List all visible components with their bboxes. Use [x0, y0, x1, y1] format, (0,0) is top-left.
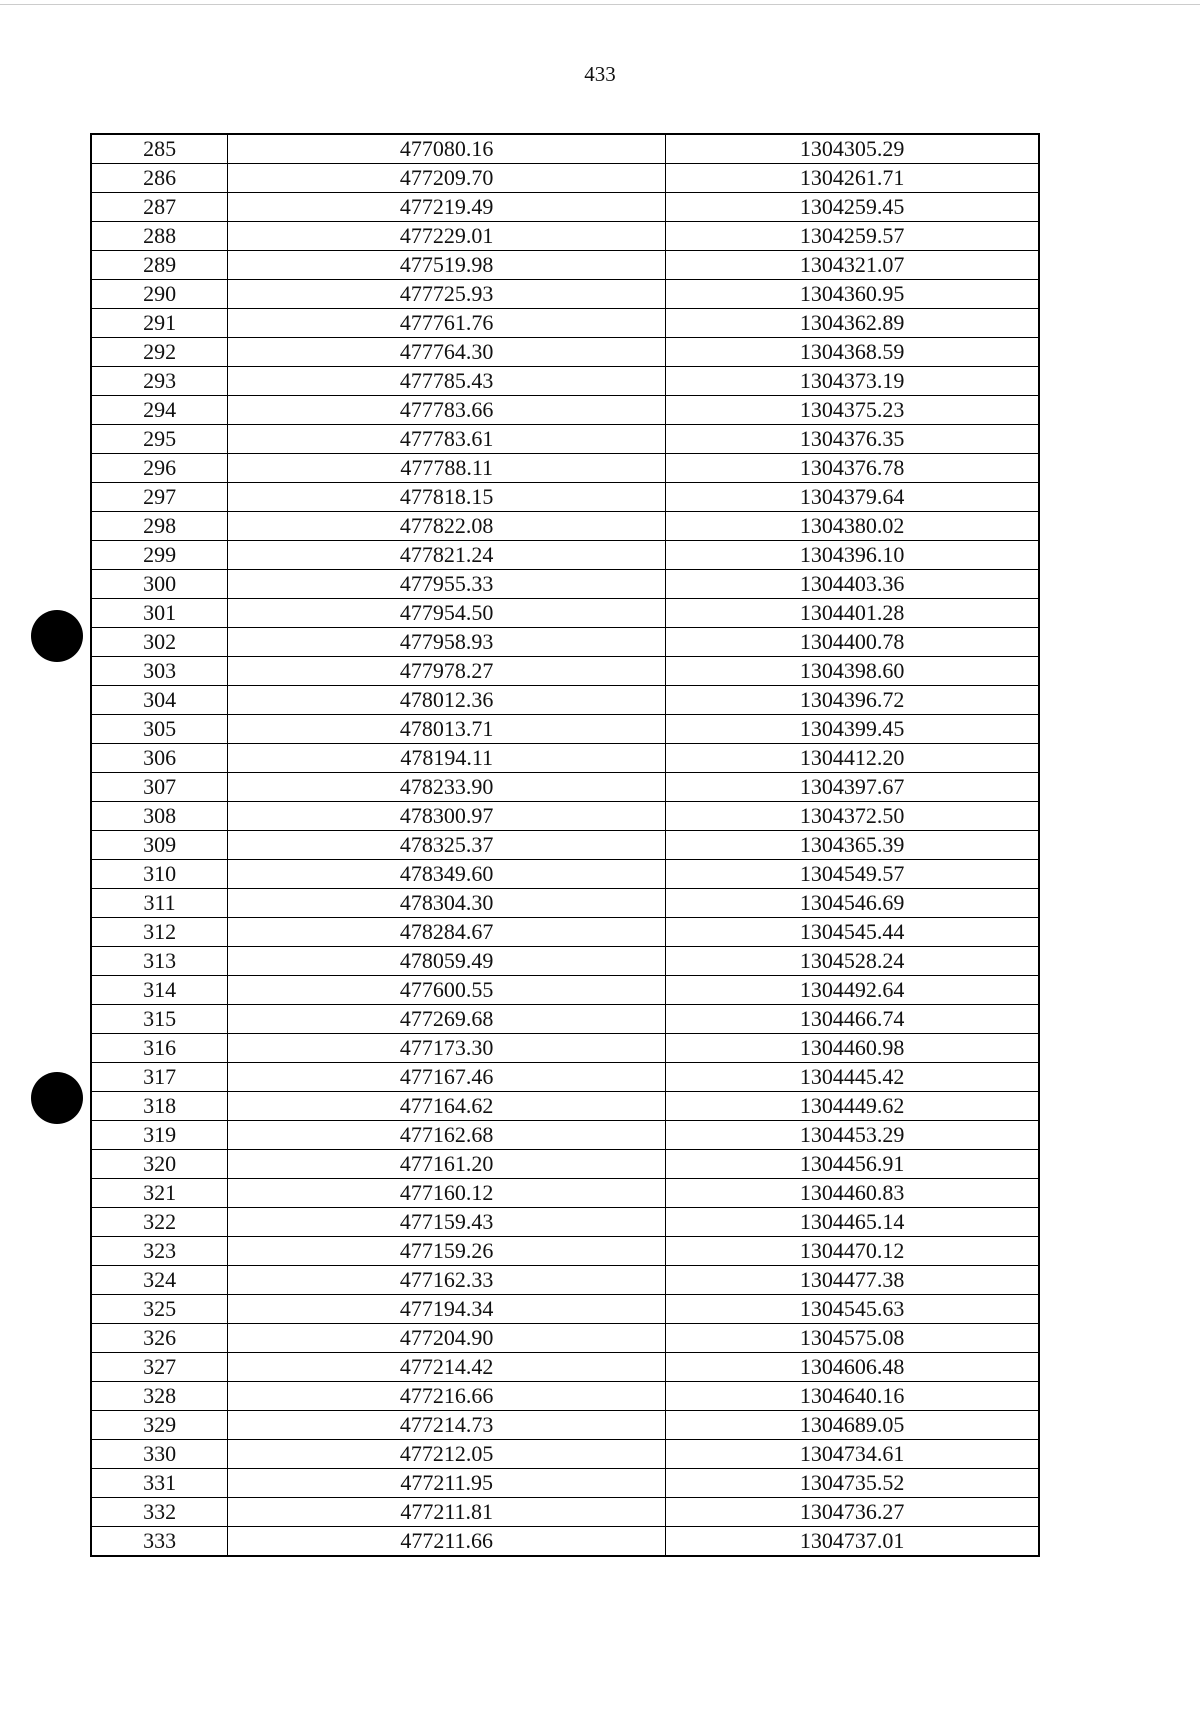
point-id-cell: 287	[91, 193, 228, 222]
point-id-cell: 323	[91, 1237, 228, 1266]
y-coordinate-cell: 1304737.01	[666, 1527, 1039, 1557]
y-coordinate-cell: 1304372.50	[666, 802, 1039, 831]
y-coordinate-cell: 1304399.45	[666, 715, 1039, 744]
point-id-cell: 326	[91, 1324, 228, 1353]
point-id-cell: 319	[91, 1121, 228, 1150]
x-coordinate-cell: 477822.08	[228, 512, 666, 541]
y-coordinate-cell: 1304575.08	[666, 1324, 1039, 1353]
point-id-cell: 290	[91, 280, 228, 309]
x-coordinate-cell: 477194.34	[228, 1295, 666, 1324]
point-id-cell: 329	[91, 1411, 228, 1440]
table-row	[91, 947, 1039, 976]
x-coordinate-cell: 478013.71	[228, 715, 666, 744]
point-id-cell: 328	[91, 1382, 228, 1411]
x-coordinate-cell: 477214.42	[228, 1353, 666, 1382]
point-id-cell: 314	[91, 976, 228, 1005]
point-id-cell: 322	[91, 1208, 228, 1237]
point-id-cell: 327	[91, 1353, 228, 1382]
point-id-cell: 299	[91, 541, 228, 570]
table-row	[91, 164, 1039, 193]
table-row	[91, 715, 1039, 744]
x-coordinate-cell: 477761.76	[228, 309, 666, 338]
x-coordinate-cell: 477159.43	[228, 1208, 666, 1237]
table-row	[91, 367, 1039, 396]
x-coordinate-cell: 478059.49	[228, 947, 666, 976]
y-coordinate-cell: 1304396.72	[666, 686, 1039, 715]
y-coordinate-cell: 1304460.98	[666, 1034, 1039, 1063]
top-scan-edge	[0, 4, 1200, 5]
y-coordinate-cell: 1304398.60	[666, 657, 1039, 686]
y-coordinate-cell: 1304365.39	[666, 831, 1039, 860]
page-number: 433	[584, 62, 616, 86]
coordinates-table-body	[91, 134, 1039, 1556]
table-row	[91, 541, 1039, 570]
x-coordinate-cell: 477161.20	[228, 1150, 666, 1179]
x-coordinate-cell: 478325.37	[228, 831, 666, 860]
y-coordinate-cell: 1304360.95	[666, 280, 1039, 309]
table-row	[91, 1469, 1039, 1498]
table-row	[91, 1353, 1039, 1382]
point-id-cell: 305	[91, 715, 228, 744]
y-coordinate-cell: 1304259.45	[666, 193, 1039, 222]
point-id-cell: 306	[91, 744, 228, 773]
x-coordinate-cell: 477818.15	[228, 483, 666, 512]
table-row	[91, 396, 1039, 425]
table-row	[91, 1121, 1039, 1150]
y-coordinate-cell: 1304453.29	[666, 1121, 1039, 1150]
x-coordinate-cell: 478284.67	[228, 918, 666, 947]
point-id-cell: 294	[91, 396, 228, 425]
point-id-cell: 320	[91, 1150, 228, 1179]
table-row	[91, 1527, 1039, 1557]
table-row	[91, 425, 1039, 454]
y-coordinate-cell: 1304456.91	[666, 1150, 1039, 1179]
point-id-cell: 301	[91, 599, 228, 628]
x-coordinate-cell: 477229.01	[228, 222, 666, 251]
y-coordinate-cell: 1304735.52	[666, 1469, 1039, 1498]
point-id-cell: 333	[91, 1527, 228, 1557]
table-row	[91, 773, 1039, 802]
point-id-cell: 316	[91, 1034, 228, 1063]
point-id-cell: 331	[91, 1469, 228, 1498]
x-coordinate-cell: 477159.26	[228, 1237, 666, 1266]
table-row	[91, 1092, 1039, 1121]
x-coordinate-cell: 478349.60	[228, 860, 666, 889]
y-coordinate-cell: 1304259.57	[666, 222, 1039, 251]
table-row	[91, 1034, 1039, 1063]
y-coordinate-cell: 1304528.24	[666, 947, 1039, 976]
point-id-cell: 307	[91, 773, 228, 802]
punch-hole	[31, 610, 83, 662]
y-coordinate-cell: 1304397.67	[666, 773, 1039, 802]
table-row	[91, 831, 1039, 860]
y-coordinate-cell: 1304606.48	[666, 1353, 1039, 1382]
point-id-cell: 291	[91, 309, 228, 338]
y-coordinate-cell: 1304379.64	[666, 483, 1039, 512]
table-row	[91, 1208, 1039, 1237]
y-coordinate-cell: 1304736.27	[666, 1498, 1039, 1527]
y-coordinate-cell: 1304492.64	[666, 976, 1039, 1005]
x-coordinate-cell: 477785.43	[228, 367, 666, 396]
point-id-cell: 296	[91, 454, 228, 483]
x-coordinate-cell: 477269.68	[228, 1005, 666, 1034]
x-coordinate-cell: 477764.30	[228, 338, 666, 367]
x-coordinate-cell: 478194.11	[228, 744, 666, 773]
x-coordinate-cell: 477211.95	[228, 1469, 666, 1498]
table-row	[91, 1295, 1039, 1324]
table-row	[91, 338, 1039, 367]
point-id-cell: 315	[91, 1005, 228, 1034]
point-id-cell: 317	[91, 1063, 228, 1092]
point-id-cell: 288	[91, 222, 228, 251]
x-coordinate-cell: 477162.68	[228, 1121, 666, 1150]
point-id-cell: 309	[91, 831, 228, 860]
y-coordinate-cell: 1304549.57	[666, 860, 1039, 889]
table-row	[91, 599, 1039, 628]
x-coordinate-cell: 477212.05	[228, 1440, 666, 1469]
point-id-cell: 286	[91, 164, 228, 193]
table-row	[91, 193, 1039, 222]
point-id-cell: 321	[91, 1179, 228, 1208]
table-row	[91, 657, 1039, 686]
y-coordinate-cell: 1304546.69	[666, 889, 1039, 918]
y-coordinate-cell: 1304401.28	[666, 599, 1039, 628]
y-coordinate-cell: 1304445.42	[666, 1063, 1039, 1092]
point-id-cell: 311	[91, 889, 228, 918]
y-coordinate-cell: 1304545.63	[666, 1295, 1039, 1324]
table-row	[91, 1063, 1039, 1092]
y-coordinate-cell: 1304376.78	[666, 454, 1039, 483]
x-coordinate-cell: 477080.16	[228, 134, 666, 164]
table-row	[91, 744, 1039, 773]
x-coordinate-cell: 477978.27	[228, 657, 666, 686]
x-coordinate-cell: 477211.81	[228, 1498, 666, 1527]
y-coordinate-cell: 1304373.19	[666, 367, 1039, 396]
x-coordinate-cell: 477783.61	[228, 425, 666, 454]
y-coordinate-cell: 1304396.10	[666, 541, 1039, 570]
table-row	[91, 134, 1039, 164]
x-coordinate-cell: 477216.66	[228, 1382, 666, 1411]
table-row	[91, 802, 1039, 831]
x-coordinate-cell: 477173.30	[228, 1034, 666, 1063]
point-id-cell: 310	[91, 860, 228, 889]
y-coordinate-cell: 1304403.36	[666, 570, 1039, 599]
point-id-cell: 332	[91, 1498, 228, 1527]
x-coordinate-cell: 477958.93	[228, 628, 666, 657]
point-id-cell: 303	[91, 657, 228, 686]
x-coordinate-cell: 477519.98	[228, 251, 666, 280]
y-coordinate-cell: 1304362.89	[666, 309, 1039, 338]
y-coordinate-cell: 1304321.07	[666, 251, 1039, 280]
x-coordinate-cell: 477955.33	[228, 570, 666, 599]
table-row	[91, 512, 1039, 541]
point-id-cell: 289	[91, 251, 228, 280]
point-id-cell: 330	[91, 1440, 228, 1469]
table-row	[91, 686, 1039, 715]
y-coordinate-cell: 1304449.62	[666, 1092, 1039, 1121]
x-coordinate-cell: 477204.90	[228, 1324, 666, 1353]
point-id-cell: 297	[91, 483, 228, 512]
point-id-cell: 300	[91, 570, 228, 599]
table-row	[91, 483, 1039, 512]
x-coordinate-cell: 477219.49	[228, 193, 666, 222]
x-coordinate-cell: 477162.33	[228, 1266, 666, 1295]
point-id-cell: 293	[91, 367, 228, 396]
table-row	[91, 454, 1039, 483]
y-coordinate-cell: 1304640.16	[666, 1382, 1039, 1411]
x-coordinate-cell: 478304.30	[228, 889, 666, 918]
table-row	[91, 918, 1039, 947]
y-coordinate-cell: 1304465.14	[666, 1208, 1039, 1237]
y-coordinate-cell: 1304460.83	[666, 1179, 1039, 1208]
x-coordinate-cell: 477211.66	[228, 1527, 666, 1557]
y-coordinate-cell: 1304470.12	[666, 1237, 1039, 1266]
point-id-cell: 312	[91, 918, 228, 947]
y-coordinate-cell: 1304376.35	[666, 425, 1039, 454]
x-coordinate-cell: 477725.93	[228, 280, 666, 309]
table-row	[91, 889, 1039, 918]
punch-hole	[31, 1072, 83, 1124]
x-coordinate-cell: 477788.11	[228, 454, 666, 483]
table-row	[91, 1005, 1039, 1034]
table-row	[91, 1237, 1039, 1266]
point-id-cell: 285	[91, 134, 228, 164]
table-row	[91, 1179, 1039, 1208]
x-coordinate-cell: 478012.36	[228, 686, 666, 715]
x-coordinate-cell: 477954.50	[228, 599, 666, 628]
y-coordinate-cell: 1304368.59	[666, 338, 1039, 367]
table-row	[91, 1324, 1039, 1353]
y-coordinate-cell: 1304545.44	[666, 918, 1039, 947]
table-row	[91, 976, 1039, 1005]
table-row	[91, 251, 1039, 280]
point-id-cell: 324	[91, 1266, 228, 1295]
point-id-cell: 302	[91, 628, 228, 657]
x-coordinate-cell: 477821.24	[228, 541, 666, 570]
table-row	[91, 1411, 1039, 1440]
y-coordinate-cell: 1304305.29	[666, 134, 1039, 164]
table-row	[91, 280, 1039, 309]
point-id-cell: 318	[91, 1092, 228, 1121]
point-id-cell: 325	[91, 1295, 228, 1324]
table-row	[91, 222, 1039, 251]
x-coordinate-cell: 477167.46	[228, 1063, 666, 1092]
y-coordinate-cell: 1304689.05	[666, 1411, 1039, 1440]
table-row	[91, 1382, 1039, 1411]
y-coordinate-cell: 1304400.78	[666, 628, 1039, 657]
y-coordinate-cell: 1304375.23	[666, 396, 1039, 425]
point-id-cell: 292	[91, 338, 228, 367]
y-coordinate-cell: 1304477.38	[666, 1266, 1039, 1295]
table-row	[91, 628, 1039, 657]
y-coordinate-cell: 1304261.71	[666, 164, 1039, 193]
table-row	[91, 1266, 1039, 1295]
x-coordinate-cell: 478233.90	[228, 773, 666, 802]
table-row	[91, 570, 1039, 599]
x-coordinate-cell: 477164.62	[228, 1092, 666, 1121]
coordinates-table	[90, 133, 1040, 1557]
y-coordinate-cell: 1304380.02	[666, 512, 1039, 541]
x-coordinate-cell: 478300.97	[228, 802, 666, 831]
point-id-cell: 308	[91, 802, 228, 831]
y-coordinate-cell: 1304734.61	[666, 1440, 1039, 1469]
point-id-cell: 313	[91, 947, 228, 976]
table-row	[91, 309, 1039, 338]
table-row	[91, 1440, 1039, 1469]
point-id-cell: 304	[91, 686, 228, 715]
point-id-cell: 298	[91, 512, 228, 541]
x-coordinate-cell: 477209.70	[228, 164, 666, 193]
x-coordinate-cell: 477783.66	[228, 396, 666, 425]
table-row	[91, 1498, 1039, 1527]
y-coordinate-cell: 1304466.74	[666, 1005, 1039, 1034]
table-row	[91, 860, 1039, 889]
x-coordinate-cell: 477160.12	[228, 1179, 666, 1208]
table-row	[91, 1150, 1039, 1179]
y-coordinate-cell: 1304412.20	[666, 744, 1039, 773]
point-id-cell: 295	[91, 425, 228, 454]
x-coordinate-cell: 477214.73	[228, 1411, 666, 1440]
x-coordinate-cell: 477600.55	[228, 976, 666, 1005]
